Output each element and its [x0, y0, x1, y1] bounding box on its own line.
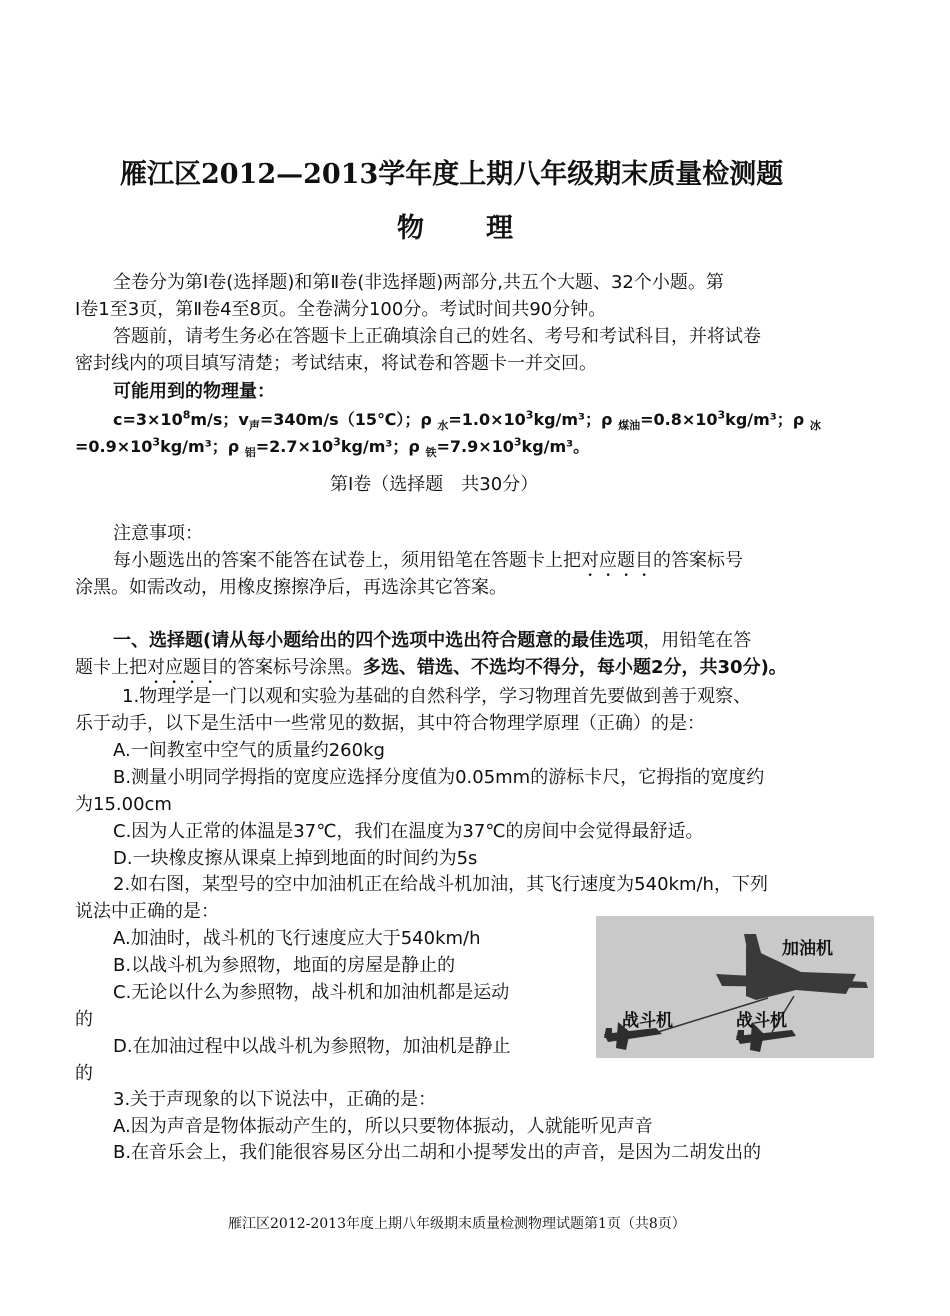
intro-line: 答题前，请考生务必在答题卡上正确填涂自己的姓名、考号和考试科目，并将试卷 [113, 326, 761, 347]
intro-line: 密封线内的项目填写清楚；考试结束，将试卷和答题卡一并交回。 [75, 353, 597, 374]
option: D.在加油过程中以战斗机为参照物，加油机是静止 [113, 1036, 511, 1057]
question-1: 1.物理学是一门以观和实验为基础的自然科学，学习物理首先要做到善于观察、 [122, 686, 752, 707]
constants-line-1: $c=3\times 10^8m/s$；$v_声=340m/s(15℃)$；ρ $_水=1.0\times 10^3kg/m^3$；ρ $_{煤油}=0.8\times 10^3kg/m^3$；ρ $_冰$ [113, 408, 821, 433]
subject-title: 物理 [397, 213, 575, 244]
label-fighter: 战斗机 [622, 1011, 673, 1031]
label-fighter: 战斗机 [736, 1011, 787, 1031]
option-cont: 的 [75, 1063, 93, 1084]
part1-line: 题卡上把对应题目的答案标号涂黑。多选、错选、不选均不得分，每小题2分，共30分)。 [75, 657, 787, 678]
notice-line: 每小题选出的答案不能答在试卷上，须用铅笔在答题卡上把对应题目的答案标号 [113, 550, 743, 571]
question-3: 3.关于声现象的以下说法中，正确的是： [113, 1089, 437, 1110]
intro-line: 全卷分为第Ⅰ卷(选择题)和第Ⅱ卷(非选择题)两部分,共五个大题、32个小题。第 [113, 272, 724, 293]
label-tanker: 加油机 [782, 939, 833, 959]
constants-line-2: $=0.9\times 10^3kg/m^3$；ρ $_铝=2.7\times 10^3kg/m^3$；ρ $_铁=7.9\times 10^3kg/m^3$。 [75, 435, 590, 460]
option: B.在音乐会上，我们能很容易区分出二胡和小提琴发出的声音，是因为二胡发出的 [113, 1142, 762, 1163]
part1-heading: 一、选择题(请从每小题给出的四个选项中选出符合题意的最佳选项，用铅笔在答 [113, 630, 752, 651]
page-footer: 雁江区2012-2013年度上期八年级期末质量检测物理试题第1页（共8页） [228, 1216, 686, 1232]
option: D.一块橡皮擦从课桌上掉到地面的时间约为5s [113, 848, 478, 869]
section-heading: 第Ⅰ卷（选择题 共30分） [330, 474, 539, 495]
option: B.以战斗机为参照物，地面的房屋是静止的 [113, 955, 456, 976]
refueling-figure [596, 916, 874, 1058]
question-2: 2.如右图，某型号的空中加油机正在给战斗机加油，其飞行速度为540km/h，下列 [113, 874, 768, 895]
option: A.加油时，战斗机的飞行速度应大于540km/h [113, 928, 481, 949]
intro-line: Ⅰ卷1至3页，第Ⅱ卷4至8页。全卷满分100分。考试时间共90分钟。 [75, 299, 607, 320]
option: A.因为声音是物体振动产生的，所以只要物体振动，人就能听见声音 [113, 1116, 653, 1137]
notice-line: 涂黑。如需改动，用橡皮擦擦净后，再选涂其它答案。 [75, 577, 507, 598]
option-cont: 的 [75, 1009, 93, 1030]
option: C.无论以什么为参照物，战斗机和加油机都是运动 [113, 982, 510, 1003]
option: C.因为人正常的体温是37℃，我们在温度为37℃的房间中会觉得最舒适。 [113, 821, 704, 842]
question-2-cont: 说法中正确的是： [75, 901, 219, 922]
option-cont: 为15.00cm [75, 794, 172, 815]
question-1-cont: 乐于动手，以下是生活中一些常见的数据，其中符合物理学原理（正确）的是： [75, 713, 705, 734]
notice-title: 注意事项： [113, 523, 203, 544]
page-title: 雁江区2012—2013学年度上期八年级期末质量检测题 [120, 159, 784, 190]
constants-heading: 可能用到的物理量： [113, 381, 275, 402]
option: A.一间教室中空气的质量约260kg [113, 740, 385, 761]
option: B.测量小明同学拇指的宽度应选择分度值为0.05mm的游标卡尺，它拇指的宽度约 [113, 767, 765, 788]
